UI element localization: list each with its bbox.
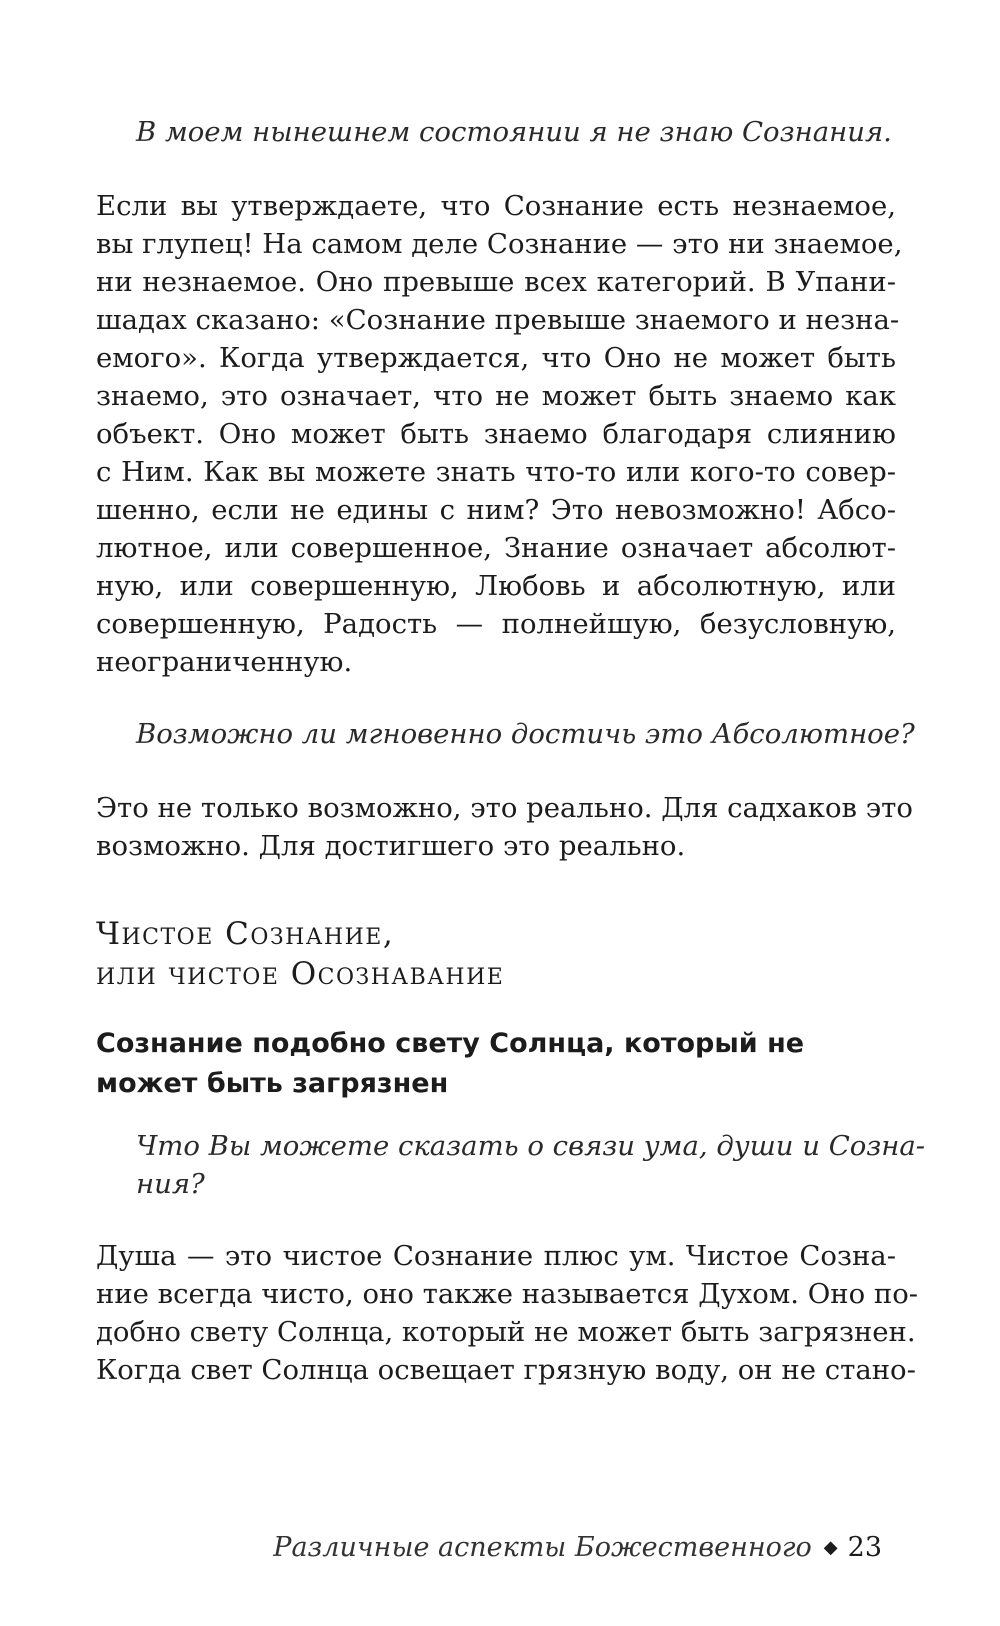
paragraph-line: Если вы утверждаете, что Сознание есть незнаемое, bbox=[96, 190, 896, 222]
running-title: Различные аспекты Божественного bbox=[273, 1532, 812, 1563]
paragraph-line: шадах сказано: «Сознание превыше знаемого и незна- bbox=[96, 304, 900, 336]
question-1: В моем нынешнем состоянии я не знаю Сознания. bbox=[136, 116, 892, 148]
paragraph-line: Это не только возможно, это реально. Для садхаков это bbox=[96, 792, 913, 824]
question-line: ния? bbox=[136, 1168, 205, 1200]
page-number: 23 bbox=[847, 1532, 882, 1563]
section-heading-line: Чистое Сознание, bbox=[96, 916, 395, 952]
paragraph-line: неограниченную. bbox=[96, 646, 353, 678]
paragraph-line: лютное, или совершенное, Знание означает абсолют- bbox=[96, 532, 896, 564]
subsection-heading-line: Сознание подобно свету Солнца, который не bbox=[96, 1028, 805, 1059]
paragraph-line: знаемо, это означает, что не может быть знаемо как bbox=[96, 380, 896, 412]
question-line: Что Вы можете сказать о связи ума, души и Созна- bbox=[136, 1130, 926, 1162]
paragraph-line: с Ним. Как вы можете знать что-то или кого-то совер- bbox=[96, 456, 896, 488]
subsection-heading-line: может быть загрязнен bbox=[96, 1068, 449, 1099]
question-2: Возможно ли мгновенно достичь это Абсолютное? bbox=[136, 718, 915, 750]
paragraph-line: совершенную, Радость — полнейшую, безусловную, bbox=[96, 608, 896, 640]
page-footer bbox=[273, 1530, 882, 1566]
paragraph-line: возможно. Для достигшего это реально. bbox=[96, 830, 686, 862]
paragraph-line: объект. Оно может быть знаемо благодаря слиянию bbox=[96, 418, 896, 450]
paragraph-line: ни незнаемое. Оно превыше всех категорий. В Упани- bbox=[96, 266, 896, 298]
paragraph-line: емого». Когда утверждается, что Оно не может быть bbox=[96, 342, 896, 374]
paragraph-line: Душа — это чистое Сознание плюс ум. Чистое Созна- bbox=[96, 1240, 896, 1272]
paragraph-line: добно свету Солнца, который не может быть загрязнен. bbox=[96, 1316, 916, 1348]
section-heading-line: или чистое Осознавание bbox=[96, 956, 505, 992]
paragraph-line: ние всегда чисто, оно также называется Духом. Оно по- bbox=[96, 1278, 919, 1310]
paragraph-line: вы глупец! На самом деле Сознание — это ни знаемое, bbox=[96, 228, 903, 260]
diamond-bullet-icon: ◆ bbox=[823, 1537, 838, 1558]
paragraph-line: шенно, если не едины с ним? Это невозможно! Абсо- bbox=[96, 494, 896, 526]
paragraph-line: Когда свет Солнца освещает грязную воду, он не стано- bbox=[96, 1354, 916, 1386]
paragraph-line: ную, или совершенную, Любовь и абсолютную, или bbox=[96, 570, 896, 602]
